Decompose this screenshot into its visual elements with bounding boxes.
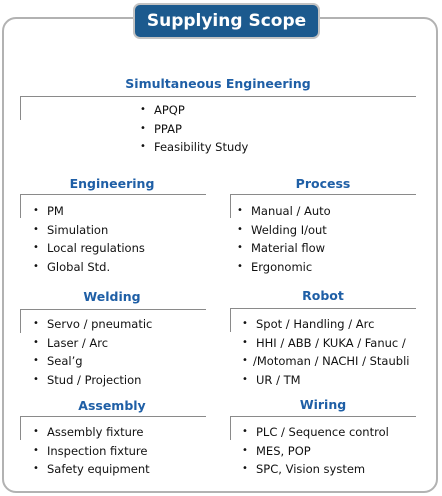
list-item: • Assembly fixture (33, 423, 150, 442)
list-item: • Manual / Auto (237, 202, 331, 221)
list-item: • Global Std. (33, 258, 145, 277)
list-item: • PLC / Sequence control (242, 423, 389, 442)
list-item: • APQP (140, 101, 248, 120)
section-list-simultaneous (140, 101, 248, 157)
list-item: • Material flow (237, 239, 331, 258)
section-list-engineering (33, 202, 145, 276)
section-title-assembly: Assembly (78, 398, 146, 413)
list-item: • Laser / Arc (33, 334, 152, 353)
section-list-assembly (33, 423, 150, 479)
section-list-wiring (242, 423, 389, 479)
list-item: • Welding I/out (237, 221, 331, 240)
section-list-welding (33, 315, 152, 389)
section-title-engineering: Engineering (69, 176, 155, 191)
list-item: • SPC, Vision system (242, 460, 389, 479)
section-title-welding: Welding (83, 289, 141, 304)
list-item: • Safety equipment (33, 460, 150, 479)
section-title-process: Process (295, 176, 351, 191)
list-item: • Seal’g (33, 352, 152, 371)
section-list-robot (242, 315, 409, 389)
list-item: • PM (33, 202, 145, 221)
list-item: • Stud / Projection (33, 371, 152, 390)
list-item: • Local regulations (33, 239, 145, 258)
section-title-simultaneous: Simultaneous Engineering (125, 76, 311, 91)
list-item: • HHI / ABB / KUKA / Fanuc / (242, 334, 409, 353)
section-list-process (237, 202, 331, 276)
section-title-robot: Robot (302, 288, 344, 303)
list-item: • Simulation (33, 221, 145, 240)
list-item: • MES, POP (242, 442, 389, 461)
page-title: Supplying Scope (133, 3, 320, 39)
list-item: • Ergonomic (237, 258, 331, 277)
list-item: • Servo / pneumatic (33, 315, 152, 334)
list-item: • PPAP (140, 120, 248, 139)
list-item: • Inspection fixture (33, 442, 150, 461)
section-title-wiring: Wiring (299, 397, 347, 412)
list-item: • /Motoman / NACHI / Staubli (242, 352, 409, 371)
list-item: • UR / TM (242, 371, 409, 390)
list-item: • Spot / Handling / Arc (242, 315, 409, 334)
list-item: • Feasibility Study (140, 138, 248, 157)
